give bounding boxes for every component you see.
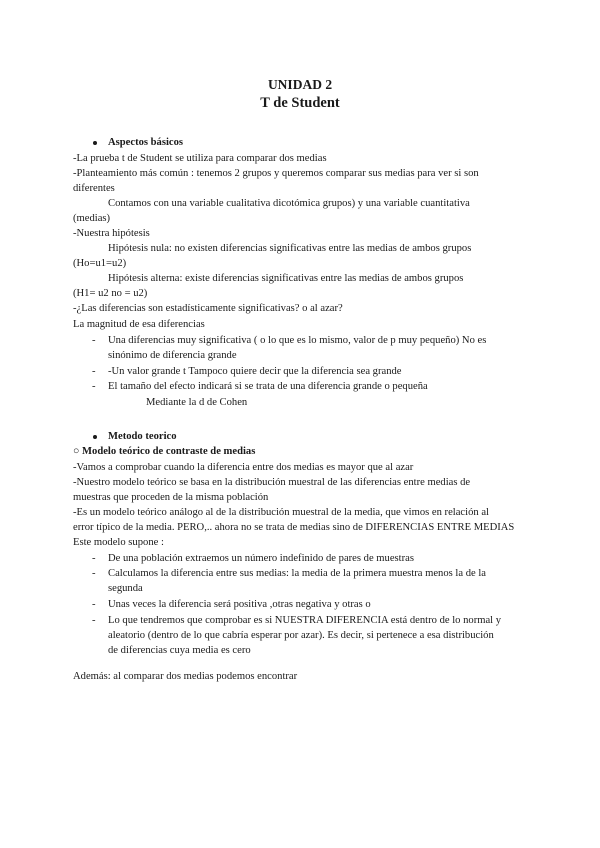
closing-line: Además: al comparar dos medias podemos encontrar	[73, 671, 298, 682]
paragraph-line: (H1= u2 no = u2)	[73, 288, 148, 299]
paragraph-line: Este modelo supone :	[73, 537, 164, 548]
list-item: Una diferencias muy significativa ( o lo que es lo mismo, valor de p muy pequeño) No es	[108, 335, 487, 346]
section2-subheading: ○ Modelo teórico de contraste de medias	[73, 446, 256, 457]
list-item-cont: Mediante la d de Cohen	[146, 397, 248, 408]
paragraph-line: muestras que proceden de la misma población	[73, 492, 269, 503]
list-item-cont: de diferencias cuya media es cero	[108, 645, 251, 656]
paragraph-line: -Es un modelo teórico análogo al de la distribución muestral de la media, que vimos en relación al	[73, 507, 489, 518]
list-dash: -	[92, 381, 96, 392]
paragraph-line: -Planteamiento más común : tenemos 2 grupos y queremos comparar sus medias para ver si son	[73, 168, 479, 179]
section2-heading: Metodo teorico	[108, 431, 177, 442]
list-dash: -	[92, 615, 96, 626]
paragraph-line: -Nuestro modelo teórico se basa en la distribución muestral de las diferencias entre medias de	[73, 477, 471, 488]
paragraph-line: error típico de la media. PERO,.. ahora no se trata de medias sino de DIFERENCIAS ENTRE MEDIAS	[73, 522, 515, 533]
paragraph-line: -¿Las diferencias son estadísticamente significativas? o al azar?	[73, 303, 343, 314]
list-item-cont: segunda	[108, 583, 143, 594]
paragraph-line: -Nuestra hipótesis	[73, 228, 150, 239]
paragraph-line: (Ho=u1=u2)	[73, 258, 127, 269]
list-item: Unas veces la diferencia será positiva ,otras negativa y otras o	[108, 599, 371, 610]
paragraph-line: diferentes	[73, 183, 115, 194]
paragraph-line: -Vamos a comprobar cuando la diferencia entre dos medias es mayor que al azar	[73, 462, 414, 473]
list-dash: -	[92, 568, 96, 579]
list-item-cont: aleatorio (dentro de lo que cabría esperar por azar). Es decir, si pertenece a esa distribución	[108, 630, 494, 641]
list-dash: -	[92, 599, 96, 610]
list-item: -Un valor grande t Tampoco quiere decir que la diferencia sea grande	[108, 366, 402, 377]
list-dash: -	[92, 335, 96, 346]
section1-heading: Aspectos básicos	[108, 137, 184, 148]
list-item: El tamaño del efecto indicará si se trata de una diferencia grande o pequeña	[108, 381, 428, 392]
unit-title: UNIDAD 2	[267, 77, 333, 92]
list-item: De una población extraemos un número indefinido de pares de muestras	[108, 553, 414, 564]
paragraph-line: Hipótesis nula: no existen diferencias significativas entre las medias de ambos grupos	[108, 243, 472, 254]
paragraph-line: (medias)	[73, 213, 111, 224]
list-dash: -	[92, 553, 96, 564]
list-item: Calculamos la diferencia entre sus medias: la media de la primera muestra menos la de la	[108, 568, 486, 579]
bullet-icon	[93, 141, 97, 145]
bullet-icon	[93, 435, 97, 439]
list-item: Lo que tendremos que comprobar es si NUESTRA DIFERENCIA está dentro de lo normal y	[108, 615, 502, 626]
paragraph-line: Hipótesis alterna: existe diferencias significativas entre las medias de ambos grupos	[108, 273, 464, 284]
topic-title: T de Student	[260, 95, 340, 111]
paragraph-line: Contamos con una variable cualitativa dicotómica grupos) y una variable cuantitativa	[108, 198, 470, 209]
list-dash: -	[92, 366, 96, 377]
list-item-cont: sinónimo de diferencia grande	[108, 350, 237, 361]
paragraph-line: La magnitud de esa diferencias	[73, 319, 205, 330]
paragraph-line: -La prueba t de Student se utiliza para comparar dos medias	[73, 153, 327, 164]
